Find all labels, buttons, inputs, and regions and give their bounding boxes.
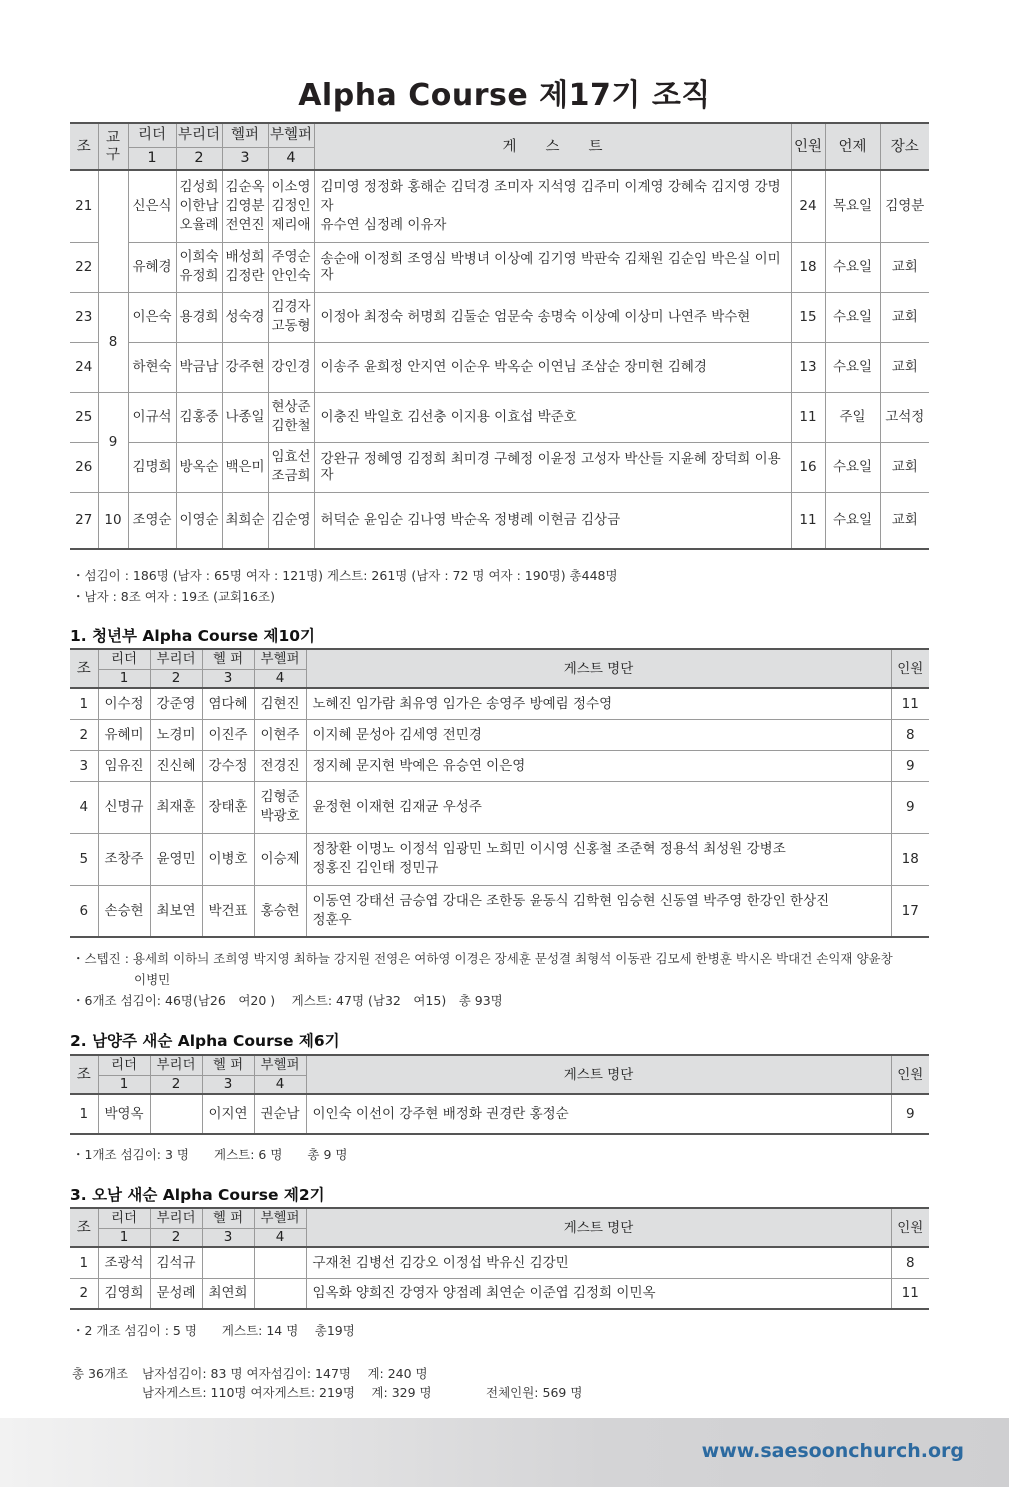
row-jo: 25 <box>70 392 98 442</box>
row-jo: 27 <box>70 492 98 549</box>
row-sub-leader <box>176 242 222 292</box>
table-row <box>70 781 929 833</box>
row-helper-line: 김순옥 <box>225 178 265 195</box>
header-n1: 1 <box>128 147 176 170</box>
row-sub-helper <box>268 392 314 442</box>
section3-table <box>70 1207 929 1310</box>
row-guests-line: 정훈우 <box>312 911 352 928</box>
row-leader: 조창주 <box>98 833 150 885</box>
header-jo: 조 <box>70 1055 98 1094</box>
row-helper: 최연희 <box>202 1278 254 1309</box>
header-jo: 조 <box>70 123 98 170</box>
row-sub-leader-line: 유정희 <box>179 268 219 284</box>
row-leader: 김명희 <box>128 442 176 492</box>
header-n3: 3 <box>202 1075 254 1094</box>
row-sub-leader: 진신혜 <box>150 750 202 781</box>
table-row <box>70 1278 929 1309</box>
row-sub-leader <box>176 170 222 242</box>
row-sub-helper-line: 제리애 <box>271 216 311 233</box>
row-helper: 이병호 <box>202 833 254 885</box>
row-guests: 송순애 이정희 조영심 박병녀 이상예 김기영 박판숙 김채원 김순임 박은실 이미자 <box>314 242 791 292</box>
row-guests: 이송주 윤희정 안지연 이순우 박옥순 이연님 조삼순 장미현 김혜경 <box>314 342 791 392</box>
section3-title: 3. 오남 새순 Alpha Course 제2기 <box>70 1186 325 1204</box>
row-count: 9 <box>891 750 929 781</box>
header-count: 인원 <box>891 1055 929 1094</box>
header-sub-helper: 부헬퍼 <box>254 649 306 669</box>
row-leader: 김영희 <box>98 1278 150 1309</box>
row-sub-leader: 강준영 <box>150 688 202 719</box>
header-sub-helper: 부헬퍼 <box>268 123 314 147</box>
row-sub-leader-line: 오율례 <box>179 216 219 233</box>
row-jo: 1 <box>70 1247 98 1278</box>
row-helper-line: 김영분 <box>225 197 265 214</box>
row-sub-helper: 김순영 <box>268 492 314 549</box>
row-count: 11 <box>891 688 929 719</box>
row-sub-leader-line: 이희숙 <box>179 249 219 265</box>
header-n2: 2 <box>150 1075 202 1094</box>
row-sub-helper: 강인경 <box>268 342 314 392</box>
row-leader: 이수정 <box>98 688 150 719</box>
main-note-2: ・남자 : 8조 여자 : 19조 (교회16조) <box>72 589 275 604</box>
row-count: 9 <box>891 781 929 833</box>
row-guests: 이충진 박일호 김선충 이지용 이효섭 박준호 <box>314 392 791 442</box>
row-sub-helper: 권순남 <box>254 1094 306 1134</box>
header-sub-leader: 부리더 <box>176 123 222 147</box>
row-sub-leader: 노경미 <box>150 719 202 750</box>
row-sub-helper: 이승제 <box>254 833 306 885</box>
header-sub-helper: 부헬퍼 <box>254 1208 306 1228</box>
row-when: 수요일 <box>825 492 880 549</box>
row-leader: 손승현 <box>98 885 150 937</box>
row-leader: 임유진 <box>98 750 150 781</box>
header-when: 언제 <box>825 123 880 170</box>
header-n4: 4 <box>254 669 306 688</box>
header-n3: 3 <box>222 147 268 170</box>
header-helper: 헬퍼 <box>222 123 268 147</box>
row-count: 11 <box>791 392 825 442</box>
totals-line-2: 남자게스트: 110명 여자게스트: 219명 계: 329 명 <box>142 1385 432 1400</box>
header-leader: 리더 <box>128 123 176 147</box>
row-guests <box>306 833 891 885</box>
row-jo: 24 <box>70 342 98 392</box>
header-sub-helper: 부헬퍼 <box>254 1055 306 1075</box>
header-guest-list: 게스트 명단 <box>306 649 891 688</box>
header-n1: 1 <box>98 1228 150 1247</box>
row-jo: 4 <box>70 781 98 833</box>
row-sub-leader: 방옥순 <box>176 442 222 492</box>
church-website-link[interactable]: www.saesoonchurch.org <box>701 1440 964 1462</box>
header-n1: 1 <box>98 1075 150 1094</box>
row-sub-helper-line: 박광호 <box>260 808 300 824</box>
table-row <box>70 492 929 549</box>
row-helper-line: 전연진 <box>225 216 265 233</box>
row-count: 16 <box>791 442 825 492</box>
header-count: 인원 <box>891 649 929 688</box>
section2-note: ・1개조 섬김이: 3 명 게스트: 6 명 총 9 명 <box>72 1147 348 1162</box>
row-sub-helper <box>268 242 314 292</box>
row-place: 교회 <box>880 492 929 549</box>
row-leader: 이규석 <box>128 392 176 442</box>
row-place: 고석정 <box>880 392 929 442</box>
section1-title: 1. 청년부 Alpha Course 제10기 <box>70 627 316 645</box>
totals-label: 총 36개조 <box>72 1366 129 1381</box>
table-row <box>70 292 929 342</box>
header-n4: 4 <box>268 147 314 170</box>
row-helper: 나종일 <box>222 392 268 442</box>
row-helper: 백은미 <box>222 442 268 492</box>
row-leader: 조영순 <box>128 492 176 549</box>
row-helper: 강수정 <box>202 750 254 781</box>
row-jo: 21 <box>70 170 98 242</box>
row-guests <box>314 170 791 242</box>
row-sub-helper <box>254 1247 306 1278</box>
main-organization-table <box>70 122 929 550</box>
row-sub-helper <box>268 170 314 242</box>
row-when: 수요일 <box>825 292 880 342</box>
header-n4: 4 <box>254 1228 306 1247</box>
header-helper: 헬 퍼 <box>202 1208 254 1228</box>
row-sub-helper-line: 안인숙 <box>271 268 311 284</box>
row-place: 교회 <box>880 442 929 492</box>
section3-note: ・2 개조 섬김이 : 5 명 게스트: 14 명 총19명 <box>72 1323 355 1338</box>
table-row <box>70 170 929 242</box>
header-gyogu: 교 구 <box>98 123 128 170</box>
row-sub-leader: 최보연 <box>150 885 202 937</box>
row-guests-line: 이동연 강태선 금승엽 강대은 조한동 윤동식 김학현 임승현 신동열 박주영 한강인 한상진 <box>312 892 830 909</box>
row-place: 김영분 <box>880 170 929 242</box>
row-when: 수요일 <box>825 242 880 292</box>
row-count: 11 <box>891 1278 929 1309</box>
section1-note-staff: ・스텝진 : 용세희 이하늬 조희영 박지영 최하늘 강지원 전영은 여하영 이경은 장세훈 문성결 최형석 이동관 김모세 한병훈 박시온 박대건 손익재 양윤창 <box>72 951 893 966</box>
row-sub-helper <box>254 1278 306 1309</box>
totals-grand: 전체인원: 569 명 <box>486 1385 583 1400</box>
table-row <box>70 1247 929 1278</box>
row-jo: 5 <box>70 833 98 885</box>
row-jo: 1 <box>70 688 98 719</box>
row-sub-helper-line: 김형준 <box>260 789 300 805</box>
row-count: 24 <box>791 170 825 242</box>
header-leader: 리더 <box>98 1208 150 1228</box>
row-when: 주일 <box>825 392 880 442</box>
row-guests-line: 유수연 심정례 이유자 <box>320 216 447 233</box>
header-helper: 헬 퍼 <box>202 1055 254 1075</box>
row-count: 8 <box>891 1247 929 1278</box>
row-leader: 유혜경 <box>128 242 176 292</box>
row-gyogu: 8 <box>98 292 128 392</box>
row-sub-helper-line: 현상준 <box>271 399 311 415</box>
row-sub-helper-line: 고동형 <box>271 318 311 334</box>
table-row <box>70 885 929 937</box>
row-count: 18 <box>891 833 929 885</box>
row-place: 교회 <box>880 292 929 342</box>
row-jo: 2 <box>70 1278 98 1309</box>
table-row <box>70 242 929 292</box>
row-guests-line: 김미영 정정화 홍해순 김덕경 조미자 지석영 김주미 이계영 강혜숙 김지영 강명자 <box>320 178 781 214</box>
row-sub-leader: 문성례 <box>150 1278 202 1309</box>
row-helper: 강주현 <box>222 342 268 392</box>
row-leader: 유혜미 <box>98 719 150 750</box>
row-count: 9 <box>891 1094 929 1134</box>
header-count: 인원 <box>791 123 825 170</box>
table-row <box>70 1094 929 1134</box>
row-helper: 성숙경 <box>222 292 268 342</box>
row-guests: 임옥화 양희진 강영자 양점례 최연순 이준엽 김정희 이민옥 <box>306 1278 891 1309</box>
table-row <box>70 719 929 750</box>
row-count: 15 <box>791 292 825 342</box>
row-count: 18 <box>791 242 825 292</box>
row-guests <box>306 885 891 937</box>
header-jo: 조 <box>70 649 98 688</box>
row-sub-helper: 전경진 <box>254 750 306 781</box>
row-helper: 이진주 <box>202 719 254 750</box>
row-sub-helper <box>268 292 314 342</box>
section1-table <box>70 648 929 938</box>
row-sub-helper-line: 조금희 <box>271 468 311 484</box>
row-sub-helper: 김현진 <box>254 688 306 719</box>
row-sub-helper <box>254 781 306 833</box>
row-sub-leader-line: 김성희 <box>179 178 219 195</box>
row-sub-leader: 윤영민 <box>150 833 202 885</box>
row-count: 13 <box>791 342 825 392</box>
row-guests: 윤정현 이재현 김재균 우성주 <box>306 781 891 833</box>
row-sub-leader: 최재훈 <box>150 781 202 833</box>
row-helper-line: 김정란 <box>225 268 265 284</box>
row-helper: 최희순 <box>222 492 268 549</box>
row-helper <box>202 1247 254 1278</box>
page-title: Alpha Course 제17기 조직 <box>298 78 711 113</box>
row-sub-helper-line: 김한철 <box>271 418 311 434</box>
row-jo: 26 <box>70 442 98 492</box>
header-n1: 1 <box>98 669 150 688</box>
row-guests: 이지혜 문성아 김세영 전민경 <box>306 719 891 750</box>
row-sub-leader: 김석규 <box>150 1247 202 1278</box>
row-sub-helper-line: 임효선 <box>271 449 311 465</box>
section2-title: 2. 남양주 새순 Alpha Course 제6기 <box>70 1032 340 1050</box>
row-guests: 강완규 정혜영 김정희 최미경 구혜정 이윤정 고성자 박산들 지윤혜 장덕희 이용자 <box>314 442 791 492</box>
row-guests: 허덕순 윤임순 김나영 박순옥 정병례 이현금 김상금 <box>314 492 791 549</box>
row-leader: 이은숙 <box>128 292 176 342</box>
header-count: 인원 <box>891 1208 929 1247</box>
header-n4: 4 <box>254 1075 306 1094</box>
row-leader: 신은식 <box>128 170 176 242</box>
row-count: 8 <box>891 719 929 750</box>
header-n2: 2 <box>176 147 222 170</box>
header-leader: 리더 <box>98 1055 150 1075</box>
section1-note-staff-cont: 이병민 <box>134 972 171 987</box>
header-guest-list: 게스트 명단 <box>306 1055 891 1094</box>
row-place: 교회 <box>880 242 929 292</box>
row-sub-helper: 홍승현 <box>254 885 306 937</box>
row-sub-leader: 이영순 <box>176 492 222 549</box>
header-n2: 2 <box>150 669 202 688</box>
row-when: 수요일 <box>825 342 880 392</box>
row-gyogu: 10 <box>98 492 128 549</box>
row-helper-line: 배성희 <box>225 249 265 265</box>
row-when: 수요일 <box>825 442 880 492</box>
main-note-1: ・섬김이 : 186명 (남자 : 65명 여자 : 121명) 게스트: 261명 (남자 : 72 명 여자 : 190명) 총448명 <box>72 568 618 583</box>
row-guests: 이정아 최정숙 허명희 김둘순 엄문숙 송명숙 이상예 이상미 나연주 박수현 <box>314 292 791 342</box>
header-leader: 리더 <box>98 649 150 669</box>
row-sub-helper-line: 이소영 <box>271 178 311 195</box>
row-sub-leader: 박금남 <box>176 342 222 392</box>
section2-table <box>70 1054 929 1135</box>
row-sub-leader <box>150 1094 202 1134</box>
row-sub-helper <box>268 442 314 492</box>
row-sub-helper-line: 김경자 <box>271 299 311 315</box>
section1-note-summary: ・6개조 섬김이: 46명(남26 여20 ) 게스트: 47명 (남32 여15) 총 93명 <box>72 993 503 1008</box>
table-row <box>70 392 929 442</box>
row-sub-leader-line: 이한남 <box>179 197 219 214</box>
header-n3: 3 <box>202 669 254 688</box>
row-guests-line: 정창환 이명노 이정석 임광민 노희민 이시영 신홍철 조준혁 정용석 최성원 강병조 <box>312 841 786 857</box>
row-sub-leader: 김홍중 <box>176 392 222 442</box>
header-n3: 3 <box>202 1228 254 1247</box>
row-leader: 조광석 <box>98 1247 150 1278</box>
row-guests: 구재천 김병선 김강오 이정섭 박유신 김강민 <box>306 1247 891 1278</box>
row-leader: 박영옥 <box>98 1094 150 1134</box>
table-row <box>70 342 929 392</box>
row-gyogu: 9 <box>98 392 128 492</box>
row-gyogu <box>98 170 128 292</box>
header-jo: 조 <box>70 1208 98 1247</box>
table-row <box>70 442 929 492</box>
row-jo: 22 <box>70 242 98 292</box>
row-guests: 노혜진 임가람 최유영 임가은 송영주 방예림 정수영 <box>306 688 891 719</box>
table-row <box>70 833 929 885</box>
row-helper: 장태훈 <box>202 781 254 833</box>
row-helper <box>222 242 268 292</box>
row-jo: 6 <box>70 885 98 937</box>
row-guests-line: 정홍진 김인태 정민규 <box>312 860 439 876</box>
header-guest-list: 게스트 명단 <box>306 1208 891 1247</box>
row-jo: 2 <box>70 719 98 750</box>
row-jo: 23 <box>70 292 98 342</box>
row-sub-helper-line: 김정인 <box>271 197 311 214</box>
row-leader: 하현숙 <box>128 342 176 392</box>
row-jo: 1 <box>70 1094 98 1134</box>
header-sub-leader: 부리더 <box>150 649 202 669</box>
row-count: 17 <box>891 885 929 937</box>
row-sub-helper: 이현주 <box>254 719 306 750</box>
row-when: 목요일 <box>825 170 880 242</box>
row-guests: 정지혜 문지현 박예은 유승연 이은영 <box>306 750 891 781</box>
table-row <box>70 750 929 781</box>
header-sub-leader: 부리더 <box>150 1055 202 1075</box>
row-place: 교회 <box>880 342 929 392</box>
table-row <box>70 688 929 719</box>
row-helper: 박건표 <box>202 885 254 937</box>
row-helper: 염다혜 <box>202 688 254 719</box>
row-helper: 이지연 <box>202 1094 254 1134</box>
row-leader: 신명규 <box>98 781 150 833</box>
row-guests: 이인숙 이선이 강주현 배정화 권경란 홍정순 <box>306 1094 891 1134</box>
header-helper: 헬 퍼 <box>202 649 254 669</box>
row-sub-leader: 용경희 <box>176 292 222 342</box>
header-n2: 2 <box>150 1228 202 1247</box>
header-guests: 게 스 트 <box>314 123 791 170</box>
header-sub-leader: 부리더 <box>150 1208 202 1228</box>
row-jo: 3 <box>70 750 98 781</box>
header-place: 장소 <box>880 123 929 170</box>
row-sub-helper-line: 주영순 <box>271 249 311 265</box>
totals-line-1: 남자섬김이: 83 명 여자섬김이: 147명 계: 240 명 <box>142 1366 428 1381</box>
row-helper <box>222 170 268 242</box>
row-count: 11 <box>791 492 825 549</box>
